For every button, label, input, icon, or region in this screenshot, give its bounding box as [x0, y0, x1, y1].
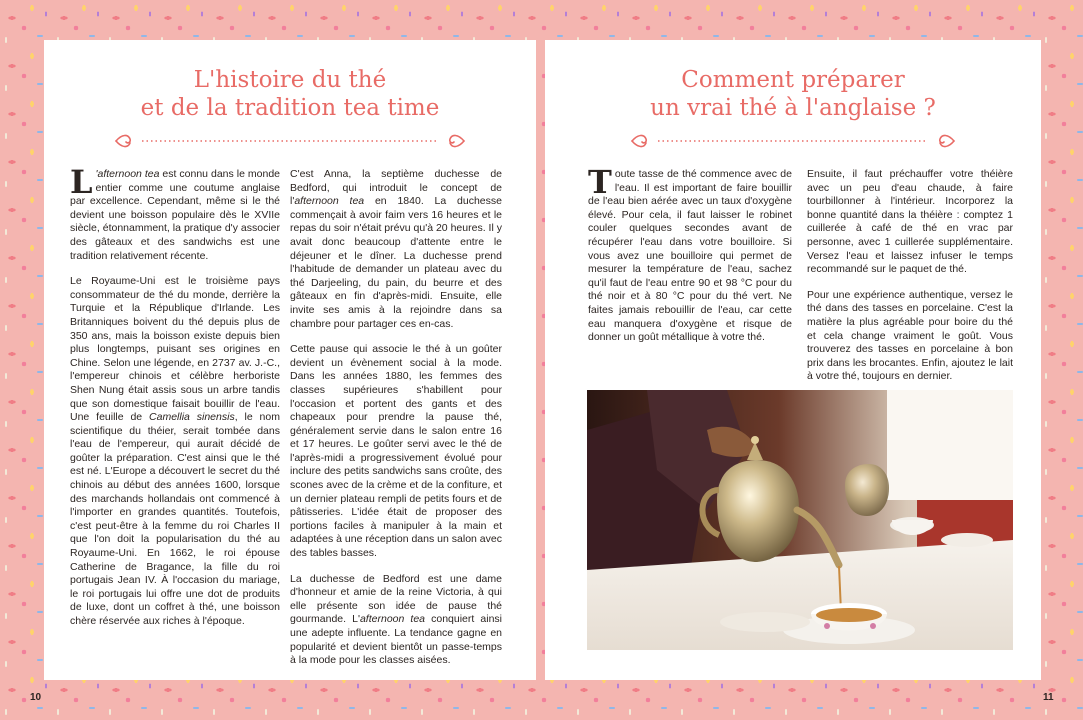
dropcap-l: L [70, 163, 93, 201]
dropcap-t: T [588, 163, 612, 201]
left-col1-p1-text: est connu dans le monde entier comme une coutume anglaise par excellence. Cependant, même si le thé devient une boisson populaire dès le XVIIe siècle, étonnamment, la pratique d'y associer des gâteaux et des sandwichs est une tradition relativement récente. [70, 168, 281, 262]
right-col1-p1-text: oute tasse de thé commence avec de l'eau. Il est important de faire bouillir de l'eau bien aérée avec un taux d'oxygène élevé. Pour cela, il faut laisser le robinet couler quelques secondes avant de récupérer l'eau dans votre bouilloire. Si vous avez une bouilloire qui permet de mesurer la température de l'eau, sachez qu'il faut de l'eau entre 90 et 98 °C pour du thé noir et à 80 °C pour du thé vert. Ne faites jamais rebouillir de l'eau, car cette eau manquera d'oxygène et risque de donner un goût métallique à votre thé. [588, 168, 792, 344]
left-page-title [44, 66, 536, 122]
left-col2-p1b: en 1840. La duchesse commençait à avoir faim vers 16 heures et le repas du soir n'était prévu qu'à 20 heures. Il y avait donc beaucoup d'attente entre le déjeuner et le dîner. La duchesse prend l'habitude de demander un plateau avec du thé Darjeeling, du pain, du beurre et des gâteaux en fin d'après-midi. Ensuite, elle invite ses amis à la rejoindre dans sa chambre pour partager ces en-cas. [290, 195, 502, 330]
left-col2-paragraph-2: Cette pause qui associe le thé à un goûter devient un évènement social à la mode. Dans les années 1880, les femmes des classes supérieures s'habillent pour l'occasion et portent des gants et des chapeaux pour prendre la pause thé, généralement servie dans le salon entre 16 et 17 heures. Le goûter servi avec le thé de l'après-midi a progressivement évolué pour inclure des petits sandwichs sans croûte, des scones avec de la crème et de la confiture, et un dernier plateau rempli de petits fours et de pâtisseries. L'idée était de proposer des portions faciles à manipuler à la main et adaptées à une réception dans un salon avec des tables basses. [290, 343, 502, 560]
right-col2-paragraph-1: Ensuite, il faut préchauffer votre théière avec un peu d'eau chaude, à faire tourbillonner à l'intérieur. Incorporez la bonne quantité dans la théière : comptez 1 cuillerée à café de thé en vrac par personne, avec 1 cuillerée supplémentaire. Versez l'eau et laissez infuser le temps recommandé sur le paquet de thé. [807, 168, 1013, 276]
left-column-1 [70, 163, 281, 641]
right-col1-paragraph-1 [588, 163, 792, 345]
right-page-number: 11 [1043, 692, 1054, 703]
left-col1-p2b: , le nom scientifique du théier, serait tombée dans l'eau de l'empereur, qui aurait décidé de goûter la préparation. C'est ainsi que le thé est né. L'Europe a découvert le secret du thé chinois au début des années 1600, lorsque des marchands hollandais ont commencé à l'importer en grandes quantités. Toutefois, c'est peut-être à la femme du roi Charles II que l'on doit la popularisation du thé au Royaume-Uni. En 1662, le roi épouse Catherine de Bragance, la fille du roi portugais Jean IV. À l'occasion du mariage, le roi portugais lui offre une dot de produits de luxe, dont un coffret à thé, une boisson chère réservée aux riches à l'époque. [70, 411, 280, 627]
italic-afternoon-tea-2: afternoon tea [294, 195, 365, 208]
left-col1-paragraph-2 [70, 275, 280, 628]
tea-pouring-photo [587, 390, 1013, 650]
right-title-line2: un vrai thé à l'anglaise ? [650, 95, 936, 121]
right-title-line1: Comment préparer [681, 67, 905, 93]
left-col2-p1a: C'est Anna, la septième duchesse de Bedford, qui introduit le concept de l' [290, 168, 502, 208]
italic-afternoon-tea-3: afternoon tea [359, 613, 426, 626]
right-column-1 [588, 163, 792, 357]
left-divider-ornament [44, 130, 536, 152]
left-col2-paragraph-3 [290, 573, 502, 668]
left-title-line2: et de la tradition tea time [140, 95, 440, 121]
italic-afternoon-tea: 'afternoon tea [95, 168, 160, 180]
left-col1-p2a: Le Royaume-Uni est le troisième pays consommateur de thé du monde, derrière la Turquie et la République d'Irlande. Les Britanniques boivent du thé depuis plus de 350 ans, mais la boisson existe depuis bien plus longtemps, puisant ses origines en Chine. Selon une légende, en 2737 av. J.-C., l'empereur chinois et célèbre herboriste Shen Nung était assis sous un arbre tandis que son domestique faisait bouillir de l'eau. Une feuille de [70, 275, 280, 424]
right-divider-ornament [545, 130, 1041, 152]
left-col2-p3b: conquiert ainsi une adepte influente. La tendance gagne en popularité et devient bientôt un passe-temps à la mode pour les classes aisées. [290, 613, 502, 667]
right-page-title [545, 66, 1041, 122]
left-page [44, 40, 536, 680]
italic-camellia: Camellia sinensis [149, 411, 235, 424]
left-col2-paragraph-1 [290, 168, 502, 331]
right-column-2 [807, 168, 1013, 396]
left-title-line1: L'histoire du thé [193, 67, 387, 93]
right-page [545, 40, 1041, 680]
left-page-number: 10 [30, 692, 42, 703]
left-col1-paragraph-1 [70, 163, 281, 263]
right-col2-paragraph-2: Pour une expérience authentique, versez le thé dans des tasses en porcelaine. C'est la matière la plus agréable pour boire du thé et cela change vraiment le goût. Vous trouverez des tasses en porcelaine à bon prix dans les brocantes. Enfin, ajoutez le lait à votre thé, toujours en dernier. [807, 288, 1013, 383]
left-column-2 [290, 168, 502, 680]
left-col2-p3a: La duchesse de Bedford est une dame d'honneur et amie de la reine Victoria, à qui elle présente son idée de pause thé gourmande. L' [290, 572, 502, 626]
